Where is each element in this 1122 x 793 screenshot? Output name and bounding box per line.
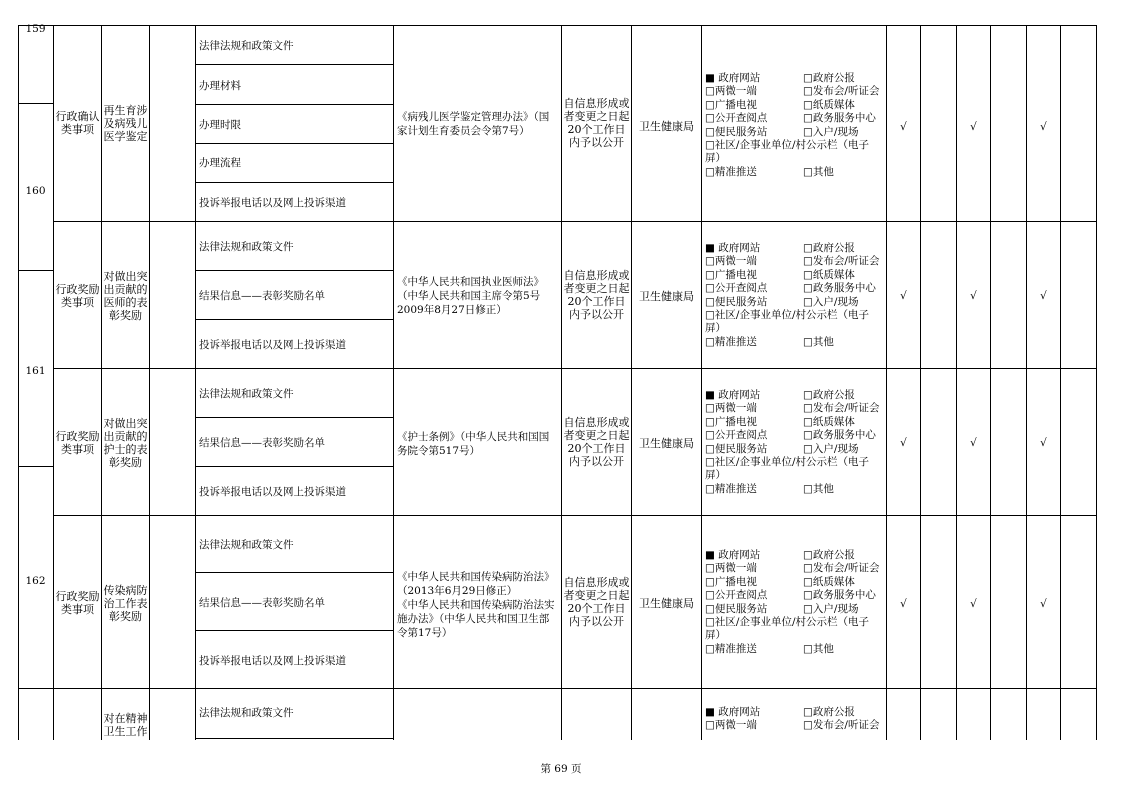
channel-option: □纸质媒体 (803, 98, 855, 111)
channel-list (705, 706, 885, 733)
channel-option: □两微一端 (705, 85, 757, 98)
channel-option: □精准推送 (705, 482, 757, 495)
channel-option: □公开查阅点 (705, 589, 768, 602)
content-item: 办理时限 (199, 119, 241, 131)
content-item: 法律法规和政策文件 (199, 241, 294, 253)
channel-option: □其他 (803, 165, 834, 178)
channel-line (705, 296, 885, 309)
check-mark: √ (1040, 121, 1047, 133)
item-name-cell: 对做出突 出贡献的 医师的表 彰奖励 (103, 270, 148, 322)
channel-option: □入户/现场 (803, 125, 859, 138)
channel-line (705, 589, 885, 602)
channel-option: □公开查阅点 (705, 282, 768, 295)
channel-option: □广播电视 (705, 415, 757, 428)
check-mark: √ (970, 121, 977, 133)
channel-list (705, 549, 885, 656)
channel-line (705, 389, 885, 402)
channel-line (705, 456, 885, 483)
check-mark: √ (970, 437, 977, 449)
channel-option: □精准推送 (705, 335, 757, 348)
channel-option: □两微一端 (705, 255, 757, 268)
channel-line (705, 112, 885, 125)
channel-option: □便民服务站 (705, 295, 768, 308)
channel-line (705, 643, 885, 656)
item-name-cell: 再生育涉 及病残儿 医学鉴定 (103, 104, 148, 143)
check-mark: √ (1040, 437, 1047, 449)
department-cell: 卫生健康局 (639, 120, 694, 133)
channel-line (705, 443, 885, 456)
channel-list (705, 242, 885, 349)
channel-line (705, 719, 885, 732)
channel-option: □公开查阅点 (705, 112, 768, 125)
channel-line (705, 706, 885, 719)
channel-option: □政府公报 (803, 706, 855, 718)
content-item: 投诉举报电话以及网上投诉渠道 (199, 339, 346, 351)
content-item: 法律法规和政策文件 (199, 707, 294, 719)
legal-basis-cell: 《中华人民共和国执业医师法》（中华人民共和国主席令第5号 2009年8月27日修正） (397, 276, 544, 316)
channel-option: □纸质媒体 (803, 575, 855, 588)
check-mark: √ (1040, 598, 1047, 610)
channel-option: ■ 政府网站 (705, 242, 761, 254)
channel-option: □公开查阅点 (705, 429, 768, 442)
channel-line (705, 603, 885, 616)
channel-list (705, 389, 885, 496)
channel-option: □政府公报 (803, 242, 855, 254)
content-item: 投诉举报电话以及网上投诉渠道 (199, 197, 346, 209)
channel-line (705, 576, 885, 589)
channel-option: ■ 政府网站 (705, 549, 761, 561)
content-item: 法律法规和政策文件 (199, 40, 294, 52)
channel-option: ■ 政府网站 (705, 72, 761, 84)
channel-list (705, 72, 885, 179)
channel-option: □入户/现场 (803, 602, 859, 615)
item-name-cell: 对做出突 出贡献的 护士的表 彰奖励 (103, 417, 148, 469)
channel-line (705, 139, 885, 166)
content-item: 投诉举报电话以及网上投诉渠道 (199, 655, 346, 667)
channel-line (705, 429, 885, 442)
channel-line (705, 562, 885, 575)
check-mark: √ (900, 290, 907, 302)
channel-option: □其他 (803, 642, 834, 655)
channel-option: □政务服务中心 (803, 429, 876, 442)
legal-basis-cell: 《中华人民共和国传染病防治法》（2013年6月29日修正） 《中华人民共和国传染病防治法实施办法》（中华人民共和国卫生部令第17号） (397, 571, 555, 639)
item-name-cell: 对在精神 卫生工作 (103, 712, 148, 738)
channel-option: □政府公报 (803, 72, 855, 84)
category-cell: 行政奖励 类事项 (55, 430, 100, 456)
content-item: 法律法规和政策文件 (199, 388, 294, 400)
channel-line (705, 242, 885, 255)
channel-option: □入户/现场 (803, 295, 859, 308)
channel-option: □政务服务中心 (803, 112, 876, 125)
content-item: 投诉举报电话以及网上投诉渠道 (199, 486, 346, 498)
seq-number: 162 (25, 575, 46, 587)
channel-option: □发布会/听证会 (803, 719, 880, 732)
category-cell: 行政奖励 类事项 (55, 590, 100, 616)
seq-number: 161 (25, 365, 46, 377)
channel-option: □政务服务中心 (803, 282, 876, 295)
timeline-cell: 自信息形成或者变更之日起20个工作日内予以公开 (563, 269, 630, 321)
check-mark: √ (900, 598, 907, 610)
channel-option: □便民服务站 (705, 602, 768, 615)
seq-number: 160 (25, 185, 46, 197)
channel-option: □发布会/听证会 (803, 255, 880, 268)
department-cell: 卫生健康局 (639, 437, 694, 450)
content-item: 结果信息——表彰奖励名单 (199, 597, 325, 609)
content-item: 结果信息——表彰奖励名单 (199, 290, 325, 302)
channel-option: □广播电视 (705, 575, 757, 588)
channel-option: □发布会/听证会 (803, 562, 880, 575)
content-item: 结果信息——表彰奖励名单 (199, 437, 325, 449)
channel-option: □广播电视 (705, 268, 757, 281)
check-mark: √ (970, 290, 977, 302)
channel-option: □两微一端 (705, 402, 757, 415)
channel-option: □其他 (803, 482, 834, 495)
channel-line (705, 402, 885, 415)
channel-option: □两微一端 (705, 719, 757, 732)
channel-option: □其他 (803, 335, 834, 348)
channel-line (705, 549, 885, 562)
channel-line (705, 99, 885, 112)
legal-basis-cell: 《护士条例》（中华人民共和国国务院令第517号） (397, 431, 550, 457)
channel-option: □广播电视 (705, 98, 757, 111)
content-item: 法律法规和政策文件 (199, 539, 294, 551)
channel-option: □社区/企事业单位/村公示栏（电子屏） (705, 139, 869, 165)
item-name-cell: 传染病防 治工作表 彰奖励 (103, 584, 148, 623)
channel-option: □纸质媒体 (803, 268, 855, 281)
check-mark: √ (900, 121, 907, 133)
content-item: 办理材料 (199, 80, 241, 92)
channel-line (705, 616, 885, 643)
channel-option: □纸质媒体 (803, 415, 855, 428)
timeline-cell: 自信息形成或者变更之日起20个工作日内予以公开 (563, 416, 630, 468)
channel-option: ■ 政府网站 (705, 389, 761, 401)
channel-line (705, 85, 885, 98)
timeline-cell: 自信息形成或者变更之日起20个工作日内予以公开 (563, 576, 630, 628)
seq-number: 159 (25, 23, 46, 35)
channel-option: □精准推送 (705, 165, 757, 178)
department-cell: 卫生健康局 (639, 597, 694, 610)
channel-line (705, 269, 885, 282)
channel-line (705, 282, 885, 295)
channel-line (705, 72, 885, 85)
channel-line (705, 255, 885, 268)
channel-option: □政府公报 (803, 389, 855, 401)
channel-line (705, 336, 885, 349)
category-cell: 行政奖励 类事项 (55, 283, 100, 309)
channel-option: □入户/现场 (803, 442, 859, 455)
check-mark: √ (970, 598, 977, 610)
channel-option: □发布会/听证会 (803, 402, 880, 415)
channel-line (705, 483, 885, 496)
channel-option: □社区/企事业单位/村公示栏（电子屏） (705, 309, 869, 335)
channel-line (705, 166, 885, 179)
check-mark: √ (900, 437, 907, 449)
channel-line (705, 126, 885, 139)
channel-option: ■ 政府网站 (705, 706, 761, 718)
channel-option: □两微一端 (705, 562, 757, 575)
channel-option: □便民服务站 (705, 442, 768, 455)
channel-option: □政府公报 (803, 549, 855, 561)
channel-option: □精准推送 (705, 642, 757, 655)
legal-basis-cell: 《病残儿医学鉴定管理办法》（国家计划生育委员会令第7号） (397, 111, 550, 137)
department-cell: 卫生健康局 (639, 290, 694, 303)
check-mark: √ (1040, 290, 1047, 302)
content-item: 办理流程 (199, 157, 241, 169)
channel-option: □社区/企事业单位/村公示栏（电子屏） (705, 456, 869, 482)
timeline-cell: 自信息形成或者变更之日起20个工作日内予以公开 (563, 97, 630, 149)
channel-option: □政务服务中心 (803, 589, 876, 602)
page-number: 第 69 页 (540, 763, 582, 775)
channel-option: □社区/企事业单位/村公示栏（电子屏） (705, 616, 869, 642)
channel-line (705, 309, 885, 336)
channel-option: □便民服务站 (705, 125, 768, 138)
channel-line (705, 416, 885, 429)
category-cell: 行政确认 类事项 (55, 110, 100, 136)
channel-option: □发布会/听证会 (803, 85, 880, 98)
